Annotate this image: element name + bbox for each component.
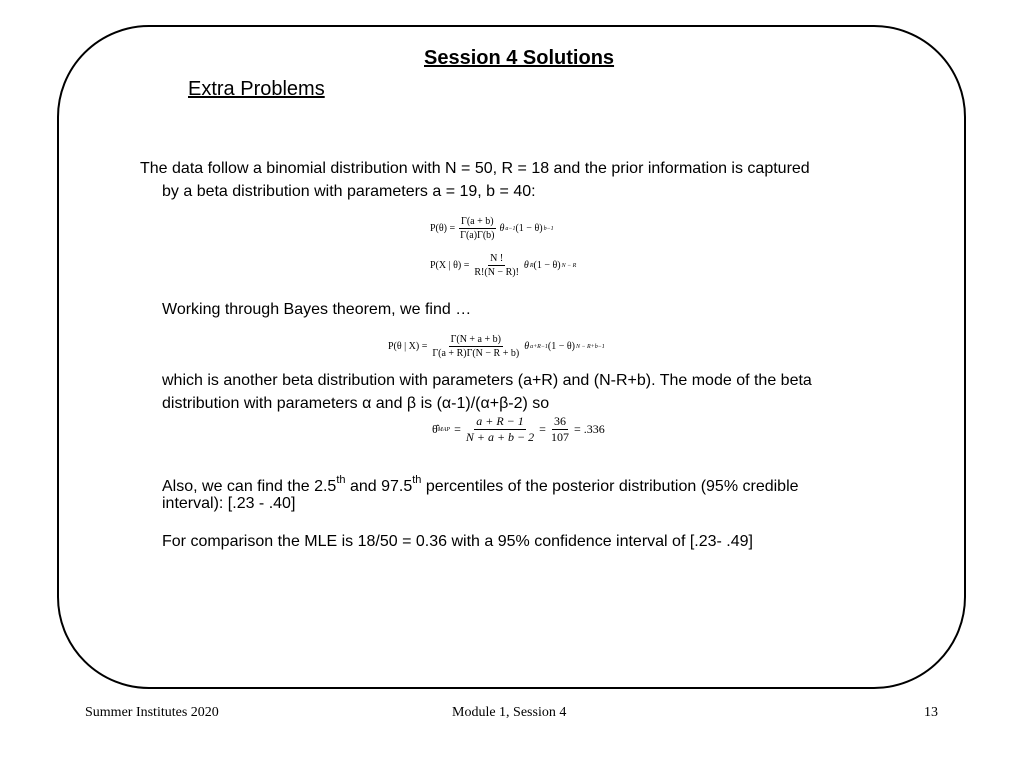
prior-equation xyxy=(430,216,554,241)
likelihood-theta: θ xyxy=(523,260,529,271)
map-fraction-1-numerator: a + R − 1 xyxy=(476,414,524,428)
map-fraction-2-numerator: 36 xyxy=(553,414,566,428)
likelihood-exp-2: N − R xyxy=(561,262,577,269)
posterior-exp-1: a+R−1 xyxy=(530,343,548,350)
posterior-equation xyxy=(388,334,605,359)
also-text-b: and 97.5 xyxy=(345,478,413,495)
also-text-c: percentiles of the posterior distribution (95% credible xyxy=(421,478,799,495)
footer-left: Summer Institutes 2020 xyxy=(85,705,219,720)
posterior-lhs: P(θ | X) = xyxy=(388,341,428,352)
likelihood-fraction xyxy=(472,253,521,278)
footer-center: Module 1, Session 4 xyxy=(452,705,567,720)
posterior-denominator: Γ(a + R)Γ(N − R + b) xyxy=(432,348,520,359)
map-fraction-1-denominator: N + a + b − 2 xyxy=(465,430,535,444)
map-result: = .336 xyxy=(573,422,605,436)
ordinal-suffix-2: th xyxy=(412,474,422,486)
page-number: 13 xyxy=(924,705,938,720)
prior-lhs: P(θ) = xyxy=(430,223,456,234)
posterior-exp-2: N − R+b−1 xyxy=(575,343,605,350)
likelihood-numerator: N ! xyxy=(490,253,504,264)
intro-line-1: The data follow a binomial distribution with N = 50, R = 18 and the prior information is captured xyxy=(140,160,810,177)
posterior-theta: θ xyxy=(524,341,530,352)
likelihood-exp-1: R xyxy=(529,262,534,269)
map-subscript: MAP xyxy=(437,426,451,433)
map-equals-2: = xyxy=(539,422,546,436)
ordinal-suffix-1: th xyxy=(336,474,346,486)
map-fraction-2-denominator: 107 xyxy=(550,430,569,444)
prior-one-minus-theta: (1 − θ) xyxy=(515,223,543,234)
beta-line-2: distribution with parameters α and β is (α-1)/(α+β-2) so xyxy=(162,395,550,412)
prior-exp-2: b−1 xyxy=(543,225,554,232)
prior-theta: θ xyxy=(499,223,505,234)
likelihood-lhs: P(X | θ) = xyxy=(430,260,470,271)
slide-title: Session 4 Solutions xyxy=(424,47,615,69)
comparison-line: For comparison the MLE is 18/50 = 0.36 with a 95% confidence interval of [.23- .49] xyxy=(162,533,753,550)
likelihood-denominator: R!(N − R)! xyxy=(474,267,519,278)
beta-line-1: which is another beta distribution with parameters (a+R) and (N-R+b). The mode of the beta xyxy=(162,372,812,389)
also-line-2: interval): [.23 - .40] xyxy=(162,495,296,512)
posterior-one-minus-theta: (1 − θ) xyxy=(547,341,575,352)
likelihood-equation xyxy=(430,253,576,278)
working-line: Working through Bayes theorem, we find … xyxy=(162,301,472,318)
slide-subtitle: Extra Problems xyxy=(188,78,325,100)
prior-exp-1: a−1 xyxy=(505,225,516,232)
prior-denominator: Γ(a)Γ(b) xyxy=(460,230,495,241)
prior-fraction xyxy=(458,216,496,241)
map-fraction-2 xyxy=(549,415,571,444)
posterior-numerator: Γ(N + a + b) xyxy=(450,334,501,345)
posterior-fraction xyxy=(430,334,521,359)
prior-numerator: Γ(a + b) xyxy=(461,216,494,227)
map-equals-1: = xyxy=(454,422,461,436)
intro-line-2: by a beta distribution with parameters a = 19, b = 40: xyxy=(162,183,536,200)
likelihood-one-minus-theta: (1 − θ) xyxy=(533,260,561,271)
map-fraction-1 xyxy=(464,415,536,444)
map-equation xyxy=(432,415,605,444)
map-theta-hat: θ̂ xyxy=(432,422,438,436)
also-text-a: Also, we can find the 2.5 xyxy=(162,478,337,495)
